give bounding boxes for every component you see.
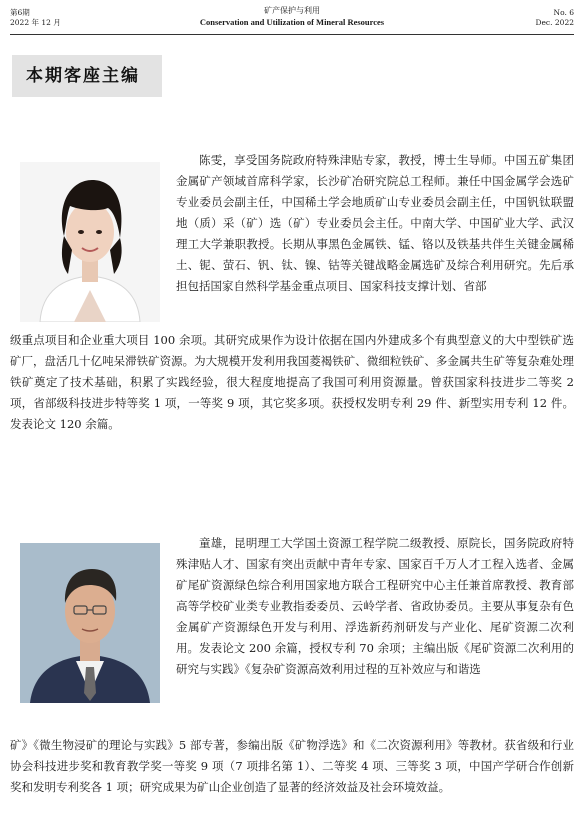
issue-number-cn: 第6期	[10, 8, 30, 17]
editor-bio-2	[176, 533, 574, 731]
editor-bio-1	[176, 150, 574, 326]
editor-bio-2-text-continued: 矿》《微生物浸矿的理论与实践》5 部专著，参编出版《矿物浮选》和《二次资源利用》等教材。获省级和行业协会科技进步奖和教育教学奖一等奖 9 项（7 项排名第 1）、二等奖 4 项、三等奖 3 项，中国产学研合作创新奖和发明专利奖各 1 项；研究成果为矿山企业创造了显著的经济效益及社会环境效益。	[10, 738, 574, 794]
editor-bio-1-continued	[10, 330, 574, 480]
issue-number-en: No. 6	[553, 8, 574, 17]
editor-photo-2	[20, 543, 160, 703]
issue-date-cn: 2022 年 12 月	[10, 18, 61, 27]
editor-bio-1-text: 陈雯，享受国务院政府特殊津贴专家，教授，博士生导师。中国五矿集团金属矿产领域首席科学家，长沙矿冶研究院总工程师。兼任中国金属学会选矿专业委员会副主任，中国稀土学会地质矿山专业委员会副主任，中国钒钛联盟地（质）采（矿）选（矿）专业委员会主任。中南大学、中国矿业大学、武汉理工大学兼职教授。长期从事黑色金属铁、锰、铬以及铁基共伴生关键金属稀土、铌、萤石、钒、钛、镍、钴等关键战略金属选矿及综合利用研究。先后承担包括国家自然科学基金重点项目、国家科技支撑计划、省部	[176, 153, 574, 293]
issue-date-en: Dec. 2022	[535, 18, 574, 27]
editor-bio-2-text: 童雄，昆明理工大学国土资源工程学院二级教授、原院长，国务院政府特殊津贴人才、国家有突出贡献中青年专家、国家百千万人才工程入选者、金属矿尾矿资源绿色综合利用国家地方联合工程研究中心主任兼首席教授、教育部高等学校矿业类专业教指委委员、云岭学者、省政协委员。主要从事复杂有色金属矿产资源绿色开发与利用、浮选新药剂研发与产业化、尾矿资源二次利用。发表论文 200 余篇，授权专利 70 余项；主编出版《尾矿资源二次利用的研究与实践》《复杂矿资源高效利用过程的互补效应与和谐选	[176, 536, 574, 676]
editor-bio-2-continued	[10, 735, 574, 835]
editor-photo-1	[20, 162, 160, 322]
section-title: 本期客座主编	[12, 55, 162, 97]
running-header	[0, 0, 584, 34]
header-right	[535, 8, 574, 28]
header-rule	[10, 34, 574, 35]
editor-bio-1-text-continued: 级重点项目和企业重大项目 100 余项。其研究成果作为设计依据在国内外建成多个有典型意义的大中型铁矿选矿厂，盘活几十亿吨呆滞铁矿资源。为大规模开发利用我国菱褐铁矿、微细粒铁矿、多金属共生矿等复杂难处理铁矿奠定了技术基础，积累了实践经验，很大程度地提高了我国可利用资源量。曾获国家科技进步二等奖 2 项，省部级科技进步特等奖 1 项，一等奖 9 项，其它奖多项。获授权发明专利 29 件、新型实用专利 12 件。发表论文 120 余篇。	[10, 333, 574, 431]
journal-title-cn: 矿产保护与利用	[264, 6, 320, 15]
header-center	[0, 5, 584, 28]
journal-title-en: Conservation and Utilization of Mineral Resources	[199, 17, 385, 27]
